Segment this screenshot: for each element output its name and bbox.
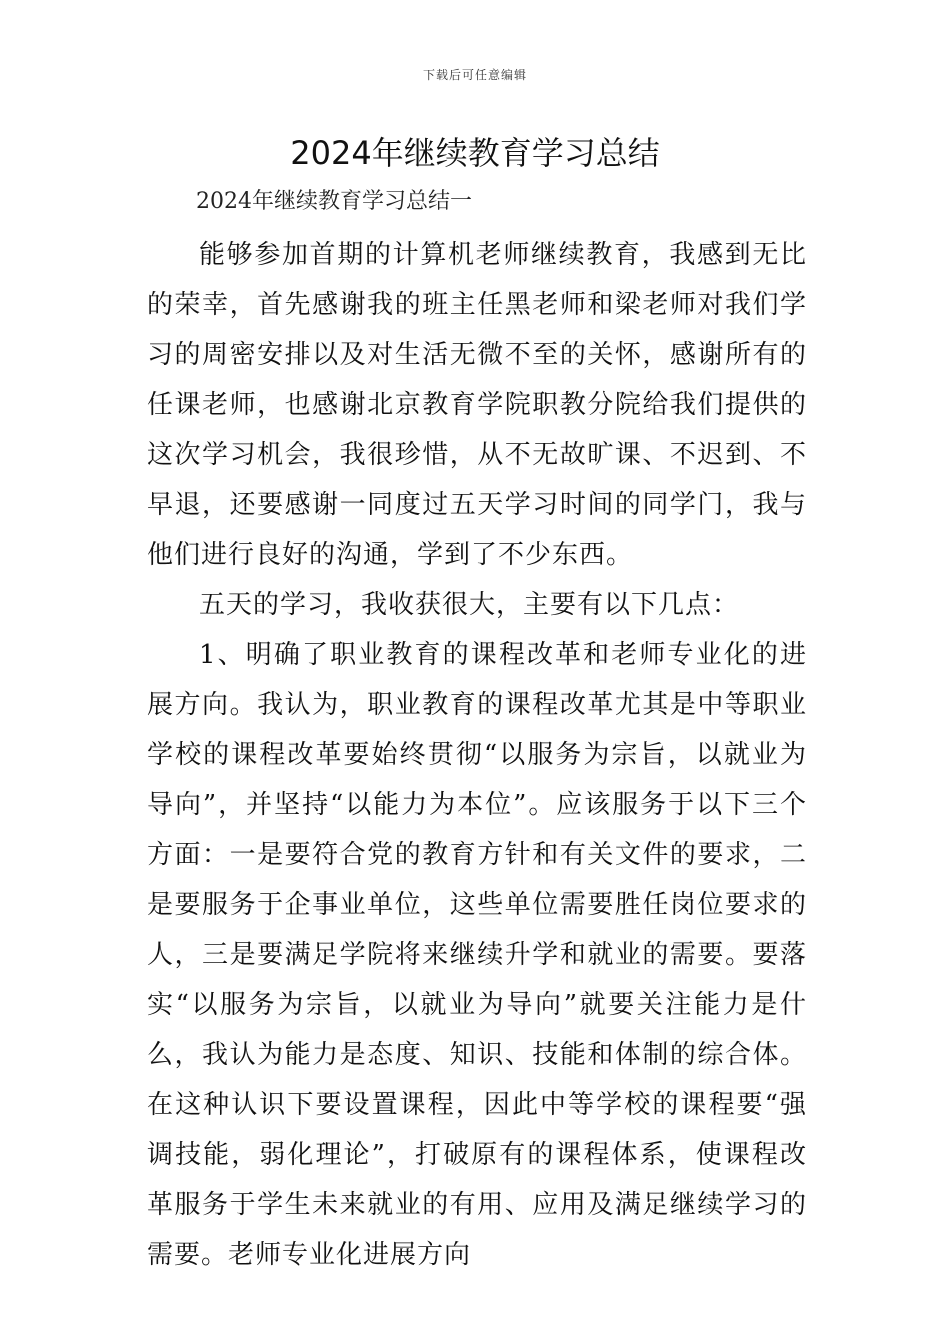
paragraph-intro: 能够参加首期的计算机老师继续教育，我感到无比的荣幸，首先感谢我的班主任黑老师和梁老师对我们学习的周密安排以及对生活无微不至的关怀，感谢所有的任课老师，也感谢北京教育学院职教分院给我们提供的这次学习机会，我很珍惜，从不无故旷课、不迟到、不早退，还要感谢一同度过五天学习时间的同学门，我与他们进行良好的沟通，学到了不少东西。 [147, 240, 807, 570]
header-note: 下载后可任意编辑 [422, 68, 527, 82]
document-title: 2024年继续教育学习总结 [290, 134, 660, 172]
paragraph-summary: 五天的学习，我收获很大，主要有以下几点： [199, 590, 740, 620]
section-subtitle: 2024年继续教育学习总结一 [196, 189, 472, 214]
document-body [147, 230, 807, 1280]
paragraph-point-1: 1、明确了职业教育的课程改革和老师专业化的进展方向。我认为，职业教育的课程改革尤其是中等职业学校的课程改革要始终贯彻“以服务为宗旨，以就业为导向”，并坚持“以能力为本位”。应该服务于以下三个方面：一是要符合党的教育方针和有关文件的要求，二是要服务于企事业单位，这些单位需要胜任岗位要求的人，三是要满足学院将来继续升学和就业的需要。要落实“以服务为宗旨，以就业为导向”就要关注能力是什么，我认为能力是态度、知识、技能和体制的综合体。在这种认识下要设置课程，因此中等学校的课程要“强调技能，弱化理论”，打破原有的课程体系，使课程改革服务于学生未来就业的有用、应用及满足继续学习的需要。老师专业化进展方向 [147, 640, 807, 1270]
